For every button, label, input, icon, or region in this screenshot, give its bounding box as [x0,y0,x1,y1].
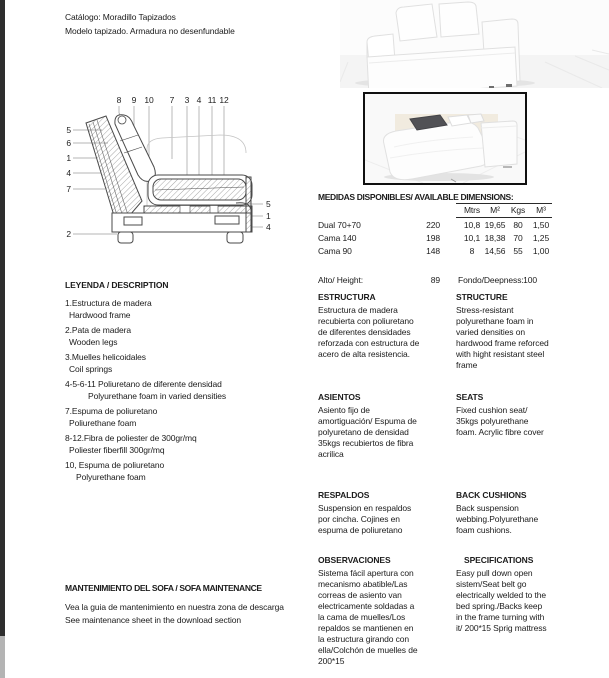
section-title-es: RESPALDOS [318,490,370,500]
legend-item-es: 1.Estructura de madera [65,297,152,308]
row-mtrs: 10,8 [463,220,481,230]
row-kgs: 80 [513,220,523,230]
callout-6-left: 6 [66,138,71,148]
table-row [318,220,578,232]
sofa-bed-illustration [365,94,525,183]
legend-item [65,324,300,349]
section-body-es: Estructura de madera recubierta con poliuretano de diferentes densidades reforzada con estructura de acero de alta resistencia. [318,305,420,359]
row-m2: 19,65 [484,220,506,230]
legend-item-en: Poliurethane foam [69,418,137,428]
sofa-closed-illustration [340,0,609,88]
legend-item [65,432,300,457]
section-structure [456,292,550,371]
legend-item [65,297,300,322]
legend-item-en: Wooden legs [69,337,118,347]
row-m3: 1,00 [532,246,550,256]
sofa-photo-closed [340,0,609,88]
depth-label: Fondo/Deepness: [458,275,524,285]
section-body-en: Stress-resistant polyurethane foam in varied densities on hardwood frame reforced with hight resistant steel frame [456,305,549,370]
section-back-cushions [456,490,550,536]
section-title-en: BACK CUSHIONS [456,490,527,500]
callout-5-left: 5 [66,125,71,135]
col-header-kgs: Kgs [510,205,526,215]
section-title-es: OBSERVACIONES [318,555,391,565]
section-body-es: Sistema fácil apertura con mecanismo abatible/Las correas de asiento van electricamente soldadas a la cama de muelles/Los repaldos se mantienen en la estructura girando con ella/Colchón de muelles de 200*15 [318,568,418,666]
section-body-es: Asiento fijo de amortiguación/ Espuma de polyuretano de densidad 35kgs recubiertos de fibra acrilica [318,405,417,459]
table-rule-top [456,203,552,204]
row-m3: 1,50 [532,220,550,230]
callout-8: 8 [116,95,122,105]
row-m2: 14,56 [484,246,506,256]
depth-value: 100 [523,275,537,285]
sofa-cross-section-diagram [60,93,300,253]
callout-7-top: 7 [169,95,175,105]
section-body-en: Easy pull down open sistem/Seat belt go electrically welded to the bed spring./Backs keep in the frame turning with it/ 200*15 Sprig mattress [456,568,547,633]
section-title-es: ESTRUCTURA [318,292,376,302]
legend-item-es: 10, Espuma de poliuretano [65,459,165,470]
legend-item-es: 3.Muelles helicoidales [65,351,146,362]
table-row [318,246,578,258]
callout-2-left: 2 [66,229,71,239]
legend-item [65,405,300,430]
dimensions-title: MEDIDAS DISPONIBLES/ AVAILABLE DIMENSIONS: [318,192,514,202]
callout-12: 12 [219,95,229,105]
legend-title: LEYENDA / DESCRIPTION [65,280,169,290]
section-specifications [456,555,550,634]
col-header-m3: M³ [536,205,546,215]
callout-4-right: 4 [266,222,271,232]
table-rule-bottom [456,217,552,218]
legend-item [65,351,300,376]
section-title-en: SPECIFICATIONS [464,555,534,565]
maintenance-line-es: Vea la guia de mantenimiento en nuestra zona de descarga [65,602,284,612]
section-seats [456,392,550,438]
sofa-photo-open-bed [363,92,527,185]
height-label: Alto/ Height: [318,275,364,285]
model-subtitle: Modelo tapizado. Armadura no desenfundable [65,26,235,36]
catalog-title: Catálogo: Moradillo Tapizados [65,12,176,22]
callout-9: 9 [131,95,137,105]
row-label: Cama 90 [318,246,352,256]
row-m2: 18,38 [484,233,506,243]
callout-3: 3 [184,95,190,105]
section-respaldos [318,490,420,536]
col-header-mtrs: Mtrs [463,205,481,215]
section-title-en: STRUCTURE [456,292,508,302]
section-body-es: Suspension en respaldos por cincha. Cojines en espuma de poliuretano [318,503,412,535]
legend-section [65,279,300,486]
legend-item [65,378,300,403]
row-total: 148 [426,246,440,256]
section-estructura [318,292,420,360]
maintenance-line-en: See maintenance sheet in the download section [65,615,242,625]
legend-item-en: Poliester fiberfill 300gr/mq [69,445,165,455]
scan-edge-strip-fade [0,636,5,678]
maintenance-body [65,601,335,627]
callout-1-right: 1 [266,211,271,221]
row-label: Dual 70+70 [318,220,361,230]
maintenance-title: MANTENIMIENTO DEL SOFA / SOFA MAINTENANCE [65,583,262,593]
callout-7-left: 7 [66,184,71,194]
sofa-section-drawing [86,115,252,243]
row-kgs: 55 [513,246,523,256]
callout-10: 10 [144,95,154,105]
legend-item-es: 8-12.Fibra de poliester de 300gr/mq [65,432,197,443]
legend-item-es: 2.Pata de madera [65,324,131,335]
callout-4-top: 4 [196,95,202,105]
row-mtrs: 8 [469,246,475,256]
row-mtrs: 10,1 [463,233,481,243]
section-title-en: SEATS [456,392,484,402]
legend-item-es: 4-5-6-11 Poliuretano de diferente densidad [65,378,222,389]
legend-item [65,459,300,484]
callout-4-left: 4 [66,168,71,178]
table-row [318,233,578,245]
section-asientos [318,392,420,460]
legend-item-es: 7.Espuma de poliuretano [65,405,158,416]
row-label: Cama 140 [318,233,357,243]
legend-item-en: Coil springs [69,364,113,374]
section-body-en: Fixed cushion seat/ 35kgs polyurethane foam. Acrylic fibre cover [456,405,544,437]
legend-item-en: Polyurethane foam [76,472,146,482]
callout-11: 11 [207,95,217,105]
callout-5-right: 5 [266,199,271,209]
legend-item-en: Polyurethane foam in varied densities [88,391,227,401]
dimensions-header-row [318,205,578,217]
height-value: 89 [430,275,440,285]
section-body-en: Back suspension webbing.Polyurethane foam cushions. [456,503,539,535]
row-m3: 1,25 [532,233,550,243]
callout-1-left: 1 [66,153,71,163]
section-title-es: ASIENTOS [318,392,361,402]
scan-edge-strip [0,0,5,678]
row-total: 220 [426,220,440,230]
legend-item-en: Hardwood frame [69,310,131,320]
col-header-m2: M² [490,205,500,215]
row-total: 198 [426,233,440,243]
row-kgs: 70 [513,233,523,243]
